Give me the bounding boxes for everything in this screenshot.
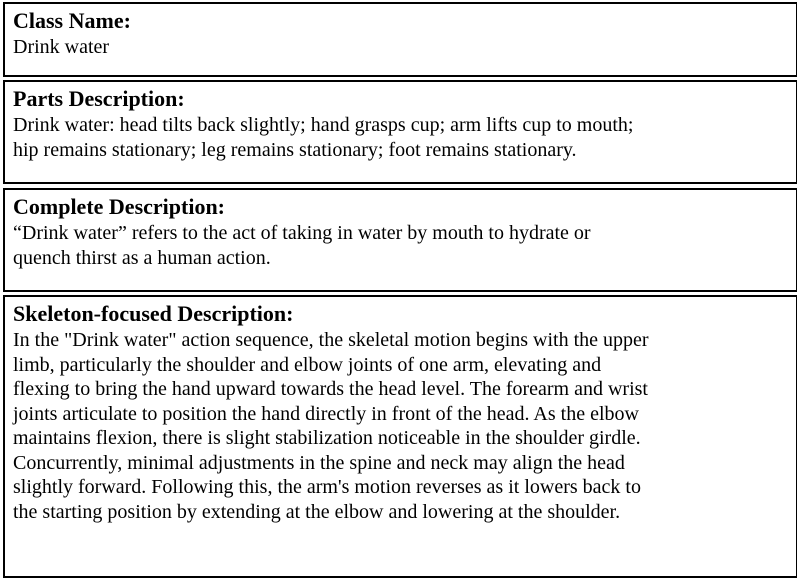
skeleton-description-text: In the "Drink water" action sequence, the skeletal motion begins with the upper limb, particularly the shoulder and elbow joints of one arm, elevating and flexing to bring the hand upward towards the head level. The forearm and wrist joints articulate to position the hand directly in front of the head. As the elbow maintains flexion, there is slight stabilization noticeable in the shoulder girdle. Concurrently, minimal adjustments in the spine and neck may align the head slightly forward. Following this, the arm's motion reverses as it lowers back to the starting position by extending at the elbow and lowering at the shoulder.	[13, 329, 649, 523]
skeleton-description-title: Skeleton-focused Description:	[13, 301, 294, 326]
complete-description-title: Complete Description:	[13, 194, 226, 219]
complete-description-text: “Drink water” refers to the act of taking in water by mouth to hydrate or quench thirst as a human action.	[13, 222, 591, 269]
parts-description-text: Drink water: head tilts back slightly; hand grasps cup; arm lifts cup to mouth; hip remains stationary; leg remains stationary; foot remains stationary.	[13, 114, 634, 161]
parts-description-title: Parts Description:	[13, 86, 185, 111]
class-name-text: Drink water	[13, 36, 110, 58]
class-name-box	[3, 2, 797, 77]
complete-description-box	[3, 188, 797, 292]
parts-description-box	[3, 80, 797, 184]
class-name-title: Class Name:	[13, 8, 131, 33]
skeleton-description-box	[3, 295, 797, 578]
